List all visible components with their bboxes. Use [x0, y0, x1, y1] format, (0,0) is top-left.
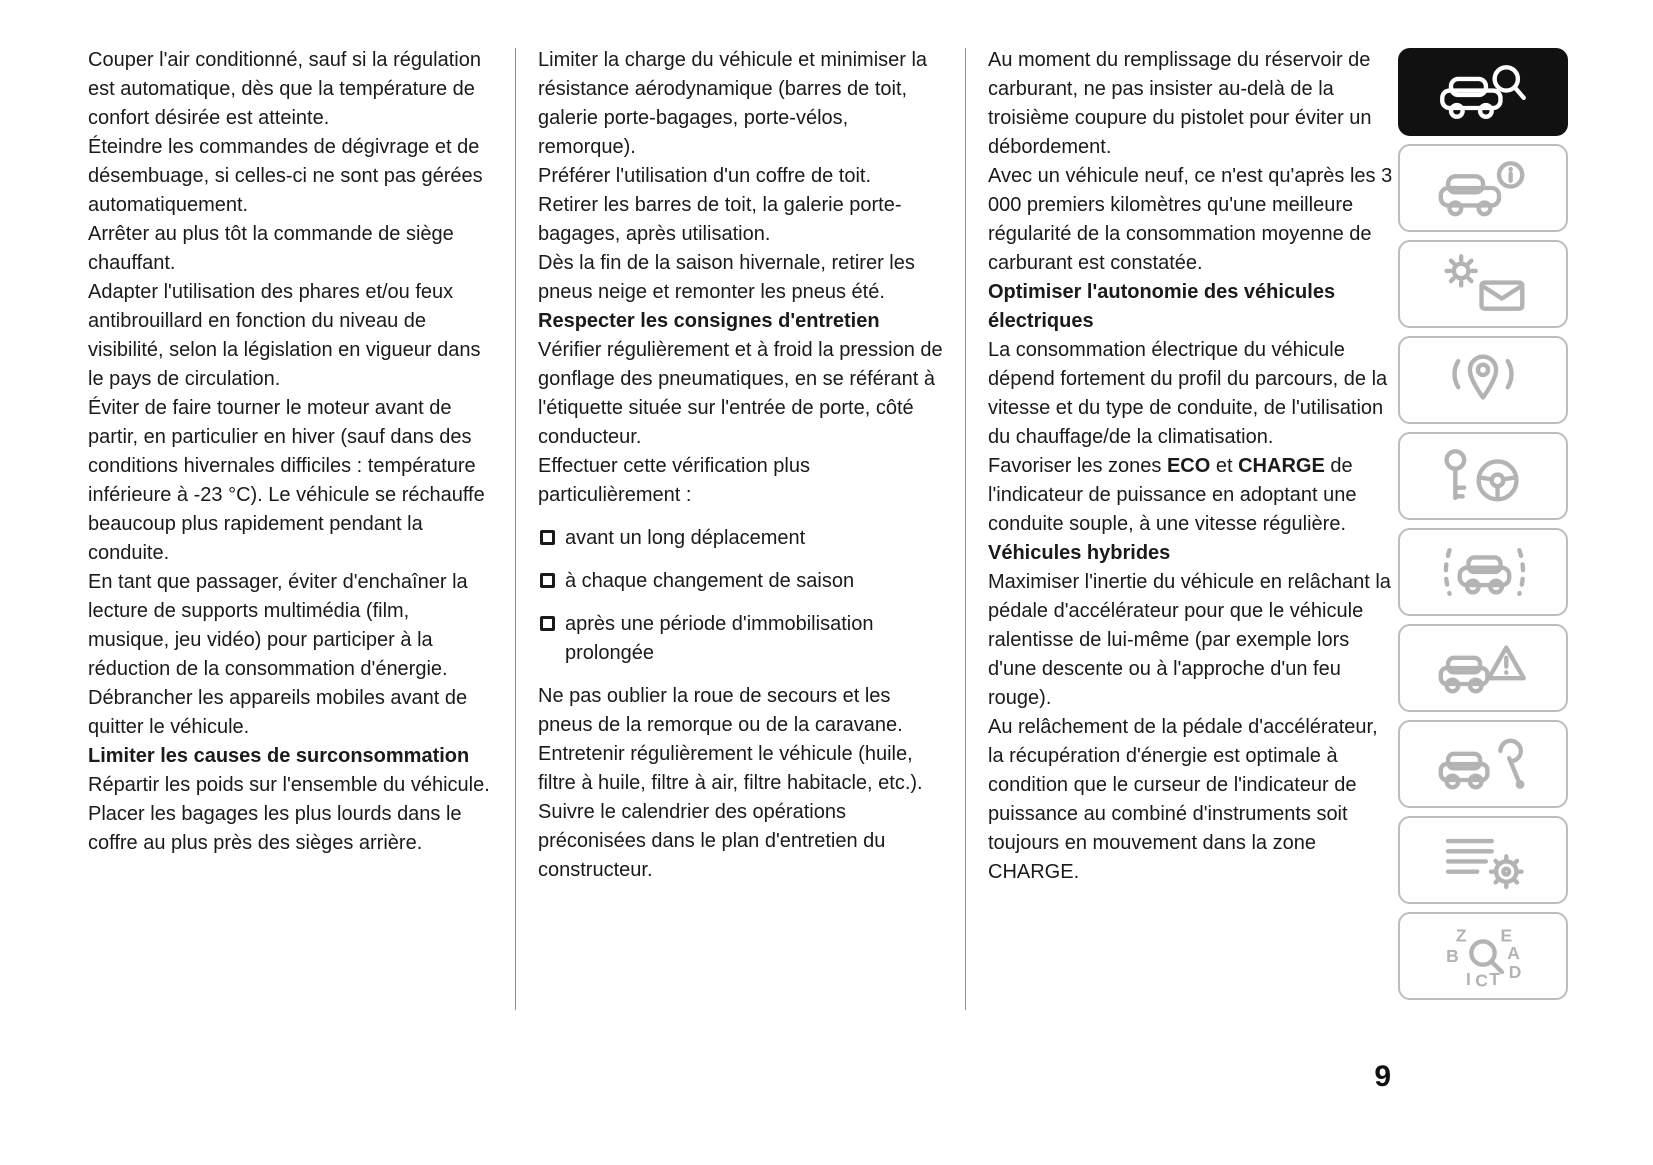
- nav-button-starting-driving[interactable]: [1398, 432, 1568, 520]
- checklist-item-text: à chaque changement de saison: [565, 570, 855, 592]
- paragraph: Au relâchement de la pédale d'accélérateur, la récupération d'énergie est optimale à condition que le curseur de l'indicateur de puissance au combiné d'instruments soit toujours en mouvement dans la zone CHARGE.: [988, 716, 1378, 883]
- paragraph: Éteindre les commandes de dégivrage et de désembuage, si celles-ci ne sont pas gérées automatiquement.: [88, 136, 483, 216]
- paragraph: Débrancher les appareils mobiles avant de quitter le véhicule.: [88, 687, 468, 738]
- nav-button-safety[interactable]: [1398, 528, 1568, 616]
- column-divider: [515, 48, 516, 1010]
- checklist-item: [538, 567, 943, 596]
- paragraph: Entretenir régulièrement le véhicule (huile, filtre à huile, filtre à air, filtre habitacle, etc.). Suivre le calendrier des opérations préconisées dans le plan d'entretien du constructeur.: [538, 743, 923, 881]
- text-column: [988, 46, 1393, 1010]
- svg-text:I: I: [1466, 969, 1471, 988]
- alphabetical-index-icon: [1433, 924, 1533, 988]
- checklist-item-text: avant un long déplacement: [565, 527, 806, 549]
- svg-text:A: A: [1507, 942, 1520, 963]
- paragraph: Couper l'air conditionné, sauf si la régulation est automatique, dès que la température de confort désirée est atteinte.: [88, 49, 481, 129]
- checklist-item: [538, 524, 943, 553]
- car-info-icon: [1433, 156, 1533, 220]
- spec-list-gear-icon: [1433, 828, 1533, 892]
- nav-button-vehicle-overview[interactable]: [1398, 48, 1568, 136]
- paragraph: Favoriser les zones ECO et CHARGE de l'indicateur de puissance en adoptant une conduite souple, à une vitesse régulière.: [988, 455, 1357, 535]
- paragraph: Ne pas oublier la roue de secours et les pneus de la remorque ou de la caravane.: [538, 685, 903, 736]
- nav-button-alphabetical-index[interactable]: [1398, 912, 1568, 1000]
- nav-button-technical-data[interactable]: [1398, 816, 1568, 904]
- nav-button-multimedia[interactable]: [1398, 336, 1568, 424]
- paragraph: Retirer les barres de toit, la galerie porte-bagages, après utilisation.: [538, 194, 902, 245]
- warning-lights-mail-icon: [1433, 252, 1533, 316]
- paragraph: La consommation électrique du véhicule dépend fortement du profil du parcours, de la vitesse et du type de conduite, de l'utilisation du chauffage/de la climatisation.: [988, 339, 1388, 448]
- sidebar-nav: [1398, 48, 1568, 1000]
- car-wrench-icon: [1433, 732, 1533, 796]
- text-column: [538, 46, 943, 1010]
- checkbox-bullet-icon: [540, 616, 555, 631]
- car-warning-triangle-icon: [1433, 636, 1533, 700]
- paragraph: Effectuer cette vérification plus particulièrement :: [538, 455, 810, 506]
- nav-button-maintenance[interactable]: [1398, 720, 1568, 808]
- paragraph: Limiter la charge du véhicule et minimiser la résistance aérodynamique (barres de toit, galerie porte-bagages, porte-vélos, remorque).: [538, 49, 928, 158]
- paragraph: Dès la fin de la saison hivernale, retirer les pneus neige et remonter les pneus été.: [538, 252, 915, 303]
- car-lanes-icon: [1433, 540, 1533, 604]
- checklist-item: [538, 610, 943, 668]
- section-heading: Limiter les causes de surconsommation: [88, 745, 470, 767]
- nav-button-dashboard-instruments[interactable]: [1398, 144, 1568, 232]
- page-content: [88, 46, 1393, 1010]
- text-column: [88, 46, 493, 1010]
- section-heading: Optimiser l'autonomie des véhicules électriques: [988, 281, 1336, 332]
- paragraph: En tant que passager, éviter d'enchaîner la lecture de supports multimédia (film, musique, jeu vidéo) pour participer à la réduction de la consommation d'énergie.: [88, 571, 468, 680]
- section-heading: Véhicules hybrides: [988, 542, 1171, 564]
- checkbox-bullet-icon: [540, 573, 555, 588]
- page-number: 9: [1374, 1060, 1391, 1093]
- paragraph: Répartir les poids sur l'ensemble du véhicule. Placer les bagages les plus lourds dans le coffre au plus près des sièges arrière.: [88, 774, 490, 854]
- svg-text:C: C: [1475, 970, 1488, 988]
- car-search-icon: [1433, 60, 1533, 124]
- paragraph: Au moment du remplissage du réservoir de carburant, ne pas insister au-delà de la troisième coupure du pistolet pour éviter un débordement.: [988, 49, 1372, 158]
- checkbox-bullet-icon: [540, 530, 555, 545]
- paragraph: Éviter de faire tourner le moteur avant de partir, en particulier en hiver (sauf dans des conditions hivernales difficiles : température inférieure à -23 °C). Le véhicule se réchauffe beaucoup plus rapidement pendant la conduite.: [88, 397, 485, 564]
- svg-text:D: D: [1508, 961, 1522, 982]
- section-heading: Respecter les consignes d'entretien: [538, 310, 880, 332]
- paragraph: Adapter l'utilisation des phares et/ou feux antibrouillard en fonction du niveau de visibilité, selon la législation en vigueur dans le pays de circulation.: [88, 281, 481, 390]
- paragraph: Arrêter au plus tôt la commande de siège chauffant.: [88, 223, 454, 274]
- paragraph: Préférer l'utilisation d'un coffre de toit.: [538, 165, 871, 187]
- key-steering-icon: [1433, 444, 1533, 508]
- svg-text:E: E: [1500, 925, 1513, 946]
- svg-text:Z: Z: [1455, 925, 1467, 946]
- nav-button-warning-lights-messages[interactable]: [1398, 240, 1568, 328]
- paragraph: Maximiser l'inertie du véhicule en relâchant la pédale d'accélérateur pour que le véhicule ralentisse de lui-même (par exemple lors d'une descente ou à l'approche d'un feu rouge).: [988, 571, 1391, 709]
- column-divider: [965, 48, 966, 1010]
- paragraph: Avec un véhicule neuf, ce n'est qu'après les 3 000 premiers kilomètres qu'une meilleure régularité de la consommation moyenne de carburant est constatée.: [988, 165, 1393, 274]
- svg-text:T: T: [1489, 969, 1500, 988]
- svg-text:B: B: [1446, 945, 1459, 966]
- nav-button-emergency[interactable]: [1398, 624, 1568, 712]
- multimedia-nav-icon: [1433, 348, 1533, 412]
- checklist-item-text: après une période d'immobilisation prolongée: [565, 613, 874, 664]
- paragraph: Vérifier régulièrement et à froid la pression de gonflage des pneumatiques, en se référant à l'étiquette située sur l'entrée de porte, côté conducteur.: [538, 339, 943, 448]
